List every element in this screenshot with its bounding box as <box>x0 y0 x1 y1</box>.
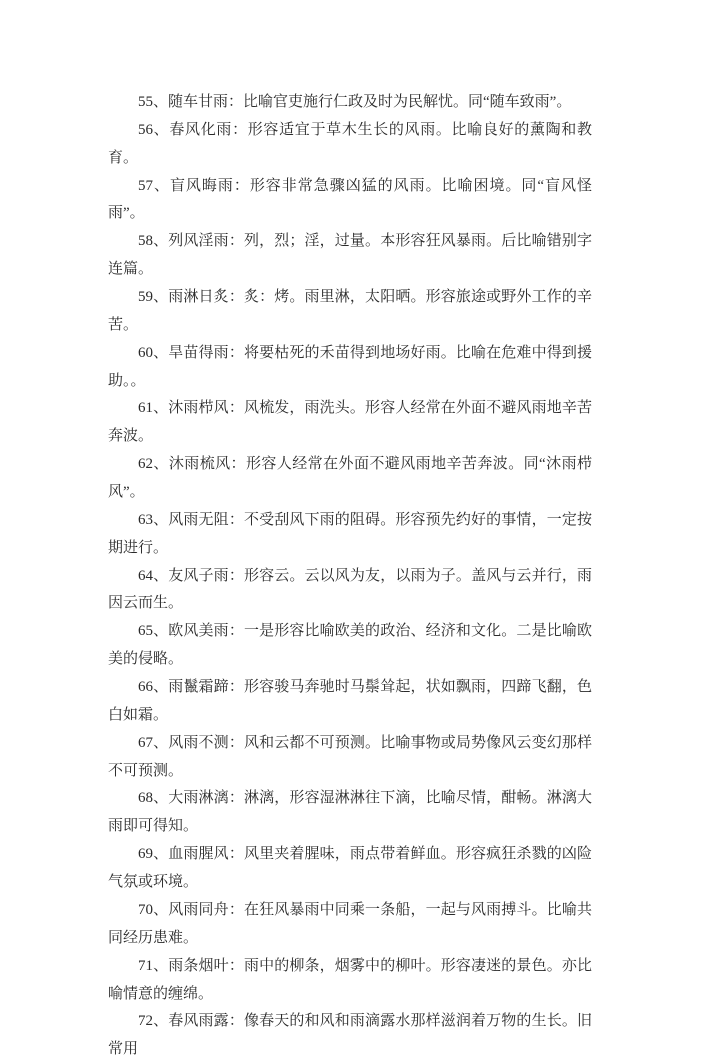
idiom-entry-69: 69、血雨腥风：风里夹着腥味，雨点带着鲜血。形容疯狂杀戮的凶险气氛或环境。 <box>108 846 592 891</box>
idiom-entry-63: 63、风雨无阻：不受刮风下雨的阻碍。形容预先约好的事情，一定按期进行。 <box>108 511 592 556</box>
idiom-entry-61: 61、沐雨栉风：风梳发，雨洗头。形容人经常在外面不避风雨地辛苦奔波。 <box>108 400 592 445</box>
idiom-entry-60: 60、旱苗得雨：将要枯死的禾苗得到地场好雨。比喻在危难中得到援助。。 <box>108 344 592 389</box>
idiom-entry-67: 67、风雨不测：风和云都不可预测。比喻事物或局势像风云变幻那样不可预测。 <box>108 734 592 779</box>
idiom-entry-70: 70、风雨同舟：在狂风暴雨中同乘一条船，一起与风雨搏斗。比喻共同经历患难。 <box>108 901 592 946</box>
idiom-entry-58: 58、列风淫雨：列，烈；淫，过量。本形容狂风暴雨。后比喻错别字连篇。 <box>108 233 592 278</box>
idiom-entry-66: 66、雨鬣霜蹄：形容骏马奔驰时马鬃耸起，状如飘雨，四蹄飞翻，色白如霜。 <box>108 679 592 723</box>
idiom-entry-72: 72、春风雨露：像春天的和风和雨滴露水那样滋润着万物的生长。旧常用 <box>108 1013 592 1058</box>
document-page <box>108 89 592 1064</box>
idiom-entry-71: 71、雨条烟叶：雨中的柳条，烟雾中的柳叶。形容凄迷的景色。亦比喻情意的缠绵。 <box>108 957 592 1002</box>
idiom-entry-56: 56、春风化雨：形容适宜于草木生长的风雨。比喻良好的薰陶和教育。 <box>108 121 592 166</box>
idiom-entry-62: 62、沐雨梳风：形容人经常在外面不避风雨地辛苦奔波。同“沐雨栉风”。 <box>108 456 592 501</box>
idiom-entry-65: 65、欧风美雨：一是形容比喻欧美的政治、经济和文化。二是比喻欧美的侵略。 <box>108 623 592 668</box>
idiom-entry-64: 64、友风子雨：形容云。云以风为友，以雨为子。盖风与云并行，雨因云而生。 <box>108 567 592 612</box>
idiom-entry-55: 55、随车甘雨：比喻官吏施行仁政及时为民解忧。同“随车致雨”。 <box>138 94 572 110</box>
idiom-entry-68: 68、大雨淋漓：淋漓，形容湿淋淋往下滴，比喻尽情，酣畅。淋漓大雨即可得知。 <box>108 790 592 835</box>
idiom-entry-59: 59、雨淋日炙：炙：烤。雨里淋，太阳晒。形容旅途或野外工作的辛苦。 <box>108 289 592 333</box>
idiom-entry-57: 57、盲风晦雨：形容非常急骤凶猛的风雨。比喻困境。同“盲风怪雨”。 <box>108 177 592 222</box>
